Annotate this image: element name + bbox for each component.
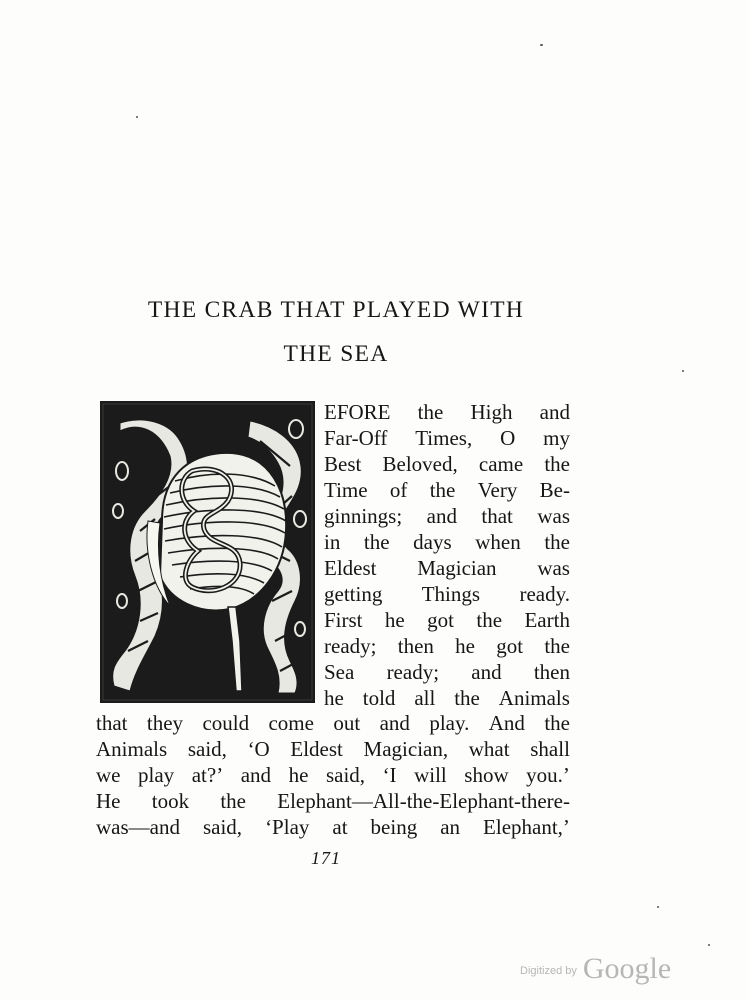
scan-speck bbox=[540, 44, 543, 46]
scan-speck bbox=[708, 944, 710, 946]
body-line: in the days when the bbox=[324, 530, 570, 554]
google-wordmark: Google bbox=[582, 952, 672, 985]
body-line: Time of the Very Be- bbox=[324, 478, 570, 502]
body-line: Far-Off Times, O my bbox=[324, 426, 570, 450]
scan-speck bbox=[682, 370, 684, 372]
body-line: ginnings; and that was bbox=[324, 504, 570, 528]
body-line: was—and said, ‘Play at being an Elephant,’ bbox=[96, 815, 570, 839]
digitized-watermark bbox=[520, 950, 671, 984]
body-line: Animals said, ‘O Eldest Magician, what shall bbox=[96, 737, 570, 761]
body-line: He took the Elephant—All-the-Elephant-there- bbox=[96, 789, 570, 813]
body-line: he told all the Animals bbox=[324, 686, 570, 710]
body-line: EFORE the High and bbox=[324, 400, 570, 424]
scan-speck bbox=[136, 116, 138, 118]
chapter-title-line: THE SEA bbox=[283, 341, 389, 367]
scan-speck bbox=[657, 906, 659, 908]
body-line: Eldest Magician was bbox=[324, 556, 570, 580]
body-line: we play at?’ and he said, ‘I will show you.’ bbox=[96, 763, 570, 787]
crab-illustration-icon bbox=[100, 401, 315, 703]
body-line: ready; then he got the bbox=[324, 634, 570, 658]
page-number: 171 bbox=[311, 848, 341, 868]
digitized-label: Digitized by bbox=[520, 965, 577, 977]
chapter-title-line: THE CRAB THAT PLAYED WITH bbox=[147, 297, 525, 323]
chapter-title bbox=[0, 288, 672, 376]
body-line: Sea ready; and then bbox=[324, 660, 570, 684]
drop-cap-illustration bbox=[100, 401, 315, 703]
body-line: Best Beloved, came the bbox=[324, 452, 570, 476]
body-line: getting Things ready. bbox=[324, 582, 570, 606]
body-line: that they could come out and play. And the bbox=[96, 711, 570, 735]
body-line: First he got the Earth bbox=[324, 608, 570, 632]
